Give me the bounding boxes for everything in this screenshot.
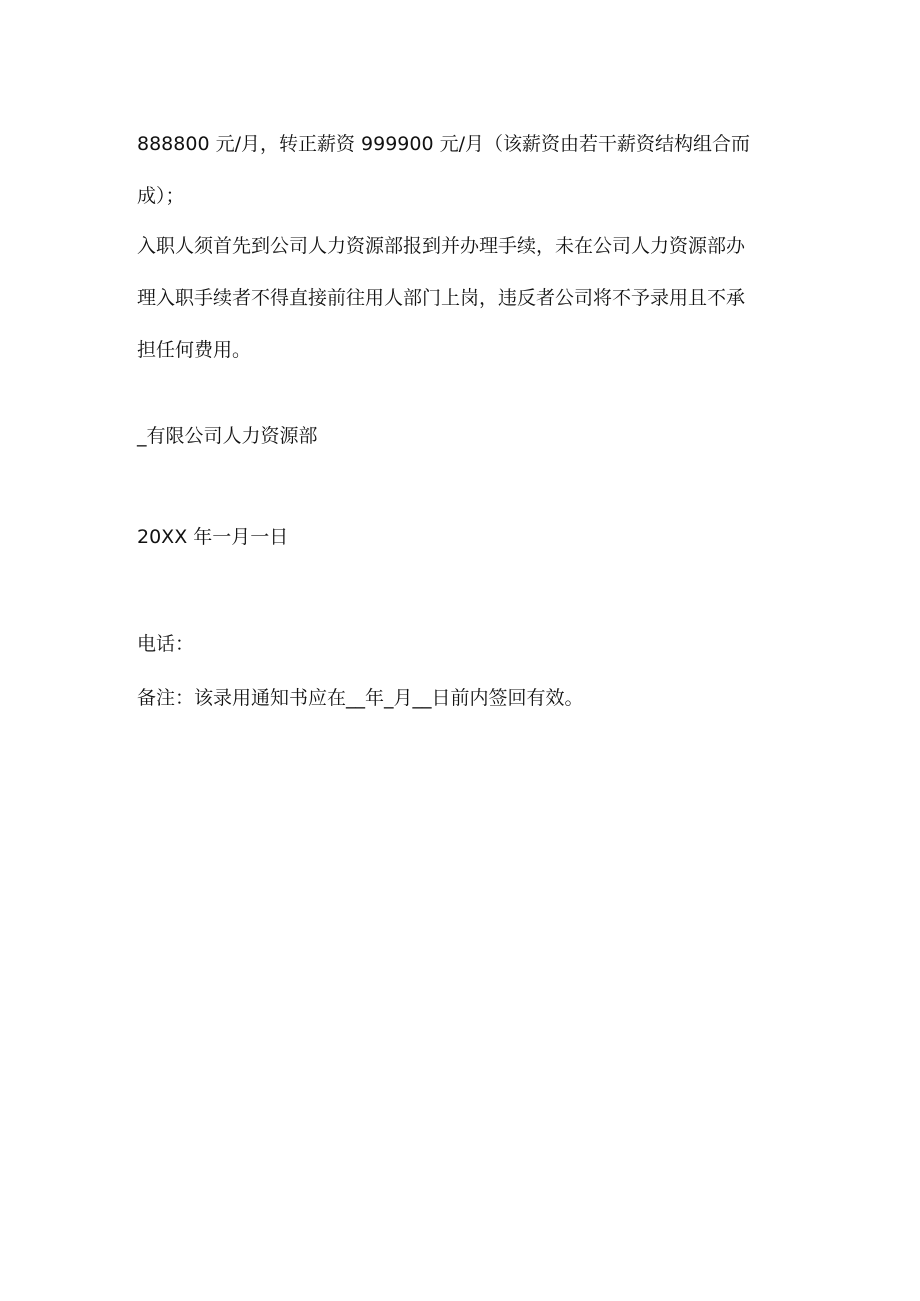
salary-line-1: 888800 元/月，转正薪资 999900 元/月（该薪资由若干薪资结构组合而 xyxy=(137,133,750,155)
salary-line-2: 成）； xyxy=(137,185,185,207)
onboarding-line-2: 理入职手续者不得直接前往用人部门上岗，违反者公司将不予录用且不承 xyxy=(137,287,746,309)
phone-label: 电话： xyxy=(137,633,195,655)
onboarding-line-3: 担任何费用。 xyxy=(137,339,252,361)
salary-paragraph xyxy=(137,118,787,222)
onboarding-line-1: 入职人须首先到公司人力资源部报到并办理手续，未在公司人力资源部办 xyxy=(137,235,746,257)
onboarding-paragraph xyxy=(137,220,787,376)
company-signature: _有限公司人力资源部 xyxy=(137,425,318,447)
remark-note: 备注：该录用通知书应在__年_月__日前内签回有效。 xyxy=(137,687,584,709)
document-date: 20XX 年一月一日 xyxy=(137,526,289,548)
